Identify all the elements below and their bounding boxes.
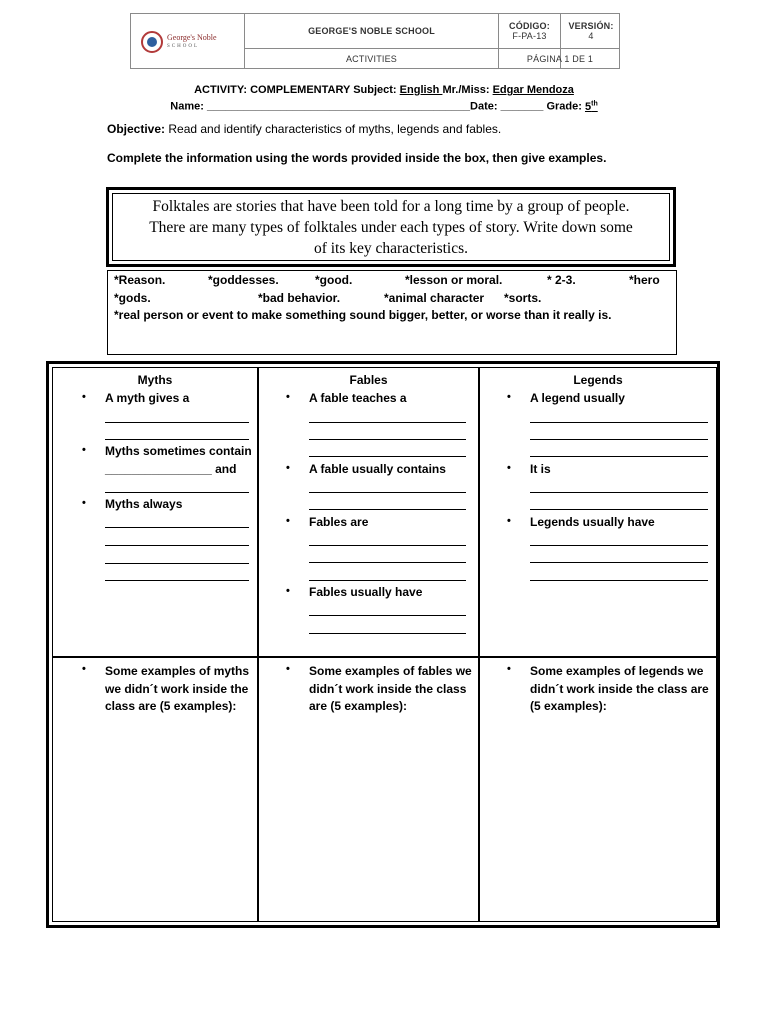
legends-examples-line: Some examples of legends we [530,664,704,678]
answer-blank[interactable] [530,422,708,423]
fables-bullet-3: Fables are [309,515,369,529]
answer-blank[interactable] [105,422,249,423]
answer-blank[interactable] [105,439,249,440]
word-bank-item: *good. [315,273,353,287]
version-label: VERSIÓN: [568,21,614,31]
legends-examples-prompt [530,663,709,716]
answer-blank[interactable] [105,563,249,564]
word-bank-item: *Reason. [114,273,166,287]
myths-examples-line: class are (5 examples): [105,699,237,713]
answer-blank[interactable] [530,545,708,546]
fables-bullet-4: Fables usually have [309,585,423,599]
name-label: Name: [170,100,207,113]
subject-label: Subject: [353,84,397,96]
fables-bullet-1: A fable teaches a [309,391,407,405]
folktales-table [46,361,720,928]
school-logo [141,28,235,56]
word-bank-item: *sorts. [504,291,542,305]
date-label: Date: [470,100,501,113]
answer-blank[interactable] [530,509,708,510]
word-bank-item: *hero [629,273,660,287]
answer-blank[interactable] [530,456,708,457]
myths-examples-line: Some examples of myths [105,664,250,678]
word-bank-item: *lesson or moral. [405,273,503,287]
answer-blank[interactable] [309,492,466,493]
fables-examples-line: Some examples of fables we [309,664,472,678]
fables-examples-prompt [309,663,472,716]
legends-title: Legends [573,373,623,387]
myths-examples-cell: • Some examples of myths we didn´t work inside the class are (5 examples): [52,657,258,922]
word-bank-item: *bad behavior. [258,291,341,305]
answer-blank[interactable] [530,562,708,563]
logo-text: George's Noble [167,33,217,42]
answer-blank[interactable] [105,527,249,528]
instruction-text: Complete the information using the words provided inside the box, then give examples. [107,151,607,165]
school-seal-icon [141,31,163,53]
fables-examples-cell: • Some examples of fables we didn´t work inside the class are (5 examples): [258,657,479,922]
version-value: 4 [588,31,594,41]
myths-cell: Myths • A myth gives a • Myths sometimes contain ________________ and • Myths always [52,367,258,657]
answer-blank[interactable] [309,439,466,440]
subject-value: English [399,84,443,96]
name-field[interactable]: ___________________________________________ [206,100,471,113]
legends-examples-cell: • Some examples of legends we didn´t work inside the class are (5 examples): [479,657,717,922]
legends-examples-line: didn´t work inside the class are [530,681,709,696]
codigo-value: F-PA-13 [512,31,547,41]
activity-label: ACTIVITY: COMPLEMENTARY [194,84,351,96]
objective-label: Objective: [107,122,166,136]
word-bank-item: *goddesses. [208,273,279,287]
word-bank-item: * 2-3. [547,273,576,287]
legends-examples-line: (5 examples): [530,699,607,713]
legends-bullet-2: It is [530,462,551,476]
word-bank-item: *real person or event to make something sound bigger, better, or worse than it really is. [114,308,612,322]
answer-blank[interactable] [309,615,466,616]
codigo-label: CÓDIGO: [509,21,550,31]
myths-bullet-1: A myth gives a [105,391,190,405]
answer-blank[interactable] [105,580,249,581]
answer-blank[interactable] [530,439,708,440]
answer-blank[interactable] [530,580,708,581]
fables-examples-line: are (5 examples): [309,699,408,713]
answer-blank[interactable] [530,492,708,493]
answer-blank[interactable] [309,545,466,546]
answer-blank[interactable] [309,509,466,510]
fables-examples-line: didn´t work inside the class [309,681,467,696]
grade-suffix: th [591,100,598,107]
word-bank-item: *gods. [114,291,151,305]
answer-blank[interactable] [309,562,466,563]
grade-label: Grade: [543,100,585,113]
page-number: PÁGINA 1 DE 1 [526,54,594,64]
objective [107,122,501,136]
legends-bullet-1: A legend usually [530,391,625,405]
section-label: ACTIVITIES [345,54,397,64]
myths-bullet-3: Myths always [105,497,183,511]
word-bank-item: *animal character [384,291,485,305]
school-name: GEORGE'S NOBLE SCHOOL [308,26,435,36]
intro-line-1: Folktales are stories that have been told for a long time by a group of people. [152,198,630,215]
answer-blank[interactable] [309,422,466,423]
word-bank [107,270,677,355]
answer-blank[interactable] [309,456,466,457]
answer-blank[interactable] [105,492,249,493]
answer-blank[interactable] [309,580,466,581]
document-header [130,13,620,69]
grade-value: 5 [584,100,592,113]
myths-bullet-2-tail: ________________ and [105,462,237,476]
fables-title: Fables [349,373,388,387]
teacher-label: Mr./Miss: [442,84,490,96]
fables-cell: Fables • A fable teaches a • A fable usually contains • Fables are • Fables usually have [258,367,479,657]
myths-examples-prompt [105,663,249,716]
myths-examples-line: we didn´t work inside the [105,681,249,696]
answer-blank[interactable] [105,545,249,546]
teacher-value: Edgar Mendoza [492,84,574,96]
intro-box [112,193,670,261]
name-line [0,100,768,113]
legends-cell: Legends • A legend usually • It is • Legends usually have [479,367,717,657]
activity-line [0,84,768,96]
answer-blank[interactable] [309,633,466,634]
intro-line-2: There are many types of folktales under each types of story. Write down some [149,219,633,236]
fables-bullet-2: A fable usually contains [309,462,446,476]
intro-line-3: of its key characteristics. [313,240,469,257]
objective-text: Read and identify characteristics of myths, legends and fables. [165,122,502,136]
date-field[interactable]: _______ [500,100,544,113]
myths-title: Myths [137,373,173,387]
legends-bullet-3: Legends usually have [530,515,655,529]
myths-bullet-2: Myths sometimes contain [105,444,252,458]
logo-subtext: SCHOOL [167,44,200,49]
